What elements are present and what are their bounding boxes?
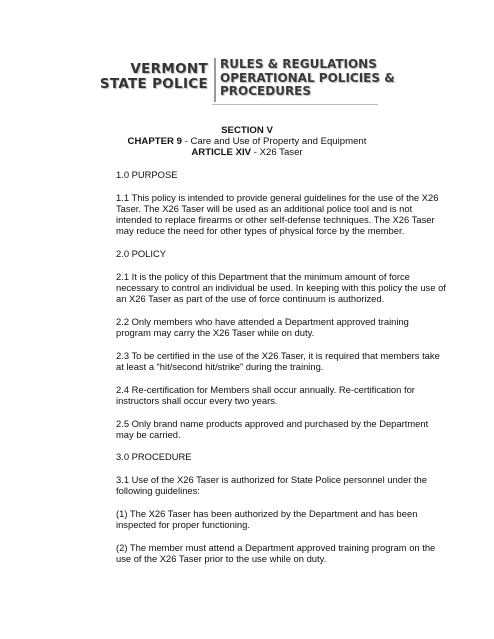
heading-policy: 2.0 POLICY — [116, 248, 167, 260]
organization-name-line1: VERMONT — [130, 61, 208, 77]
section-heading — [0, 125, 494, 159]
paragraph-3-1: 3.1 Use of the X26 Taser is authorized for State Police personnel under the following guidelines: — [116, 474, 427, 497]
paragraph-2-3: 2.3 To be certified in the use of the X26 Taser, it is required that members take at least a “hit/second hit/strike” during the training. — [116, 349, 440, 373]
letterhead-divider — [214, 58, 216, 102]
article-line — [0, 147, 494, 158]
chapter-label: CHAPTER 9 — [127, 136, 182, 148]
document-series-title-line2: OPERATIONAL POLICIES & — [220, 70, 395, 85]
heading-procedure: 3.0 PROCEDURE — [116, 451, 192, 463]
paragraph-2-2: 2.2 Only members who have attended a Department approved training program may carry the X26 Taser while on duty. — [116, 315, 409, 339]
letterhead — [96, 57, 395, 102]
guideline-1: (1) The X26 Taser has been authorized by the Department and has been inspected for proper functioning. — [116, 507, 418, 531]
paragraph-1-1: 1.1 This policy is intended to provide general guidelines for the use of the X26 Taser. The X26 Taser will be used as an additional police tool and is not intended to replace firearms or other self-defense techniques. The X26 Taser may reduce the need for other types of physical force by the member. — [116, 191, 439, 237]
chapter-title: - Care and Use of Property and Equipment — [181, 136, 367, 148]
paragraph-2-4: 2.4 Re-certification for Members shall occur annually. Re-certification for instructors shall occur every two years. — [116, 383, 415, 406]
document-series-title — [220, 58, 400, 99]
article-title: - X26 Taser — [251, 147, 303, 159]
header-rule — [212, 104, 378, 105]
paragraph-2-5: 2.5 Only brand name products approved and purchased by the Department may be carried. — [116, 417, 429, 440]
heading-purpose: 1.0 PURPOSE — [116, 169, 178, 180]
organization-name — [96, 62, 208, 92]
guideline-2: (2) The member must attend a Department approved training program on the use of the X26 Taser prior to the use while on duty. — [116, 541, 436, 565]
document-series-title-line3: PROCEDURES — [220, 84, 312, 98]
organization-name-line2: STATE POLICE — [99, 76, 208, 92]
chapter-line — [0, 136, 494, 147]
article-label: ARTICLE XIV — [191, 147, 252, 159]
document-series-title-line1: RULES & REGULATIONS — [220, 57, 377, 71]
document-body — [116, 169, 446, 576]
section-title: SECTION V — [221, 125, 273, 136]
paragraph-2-1: 2.1 It is the policy of this Department that the minimum amount of force necessary to control an individual be used. In keeping with this policy the use of an X26 Taser as part of the use of force continuum is authorized. — [116, 270, 446, 305]
